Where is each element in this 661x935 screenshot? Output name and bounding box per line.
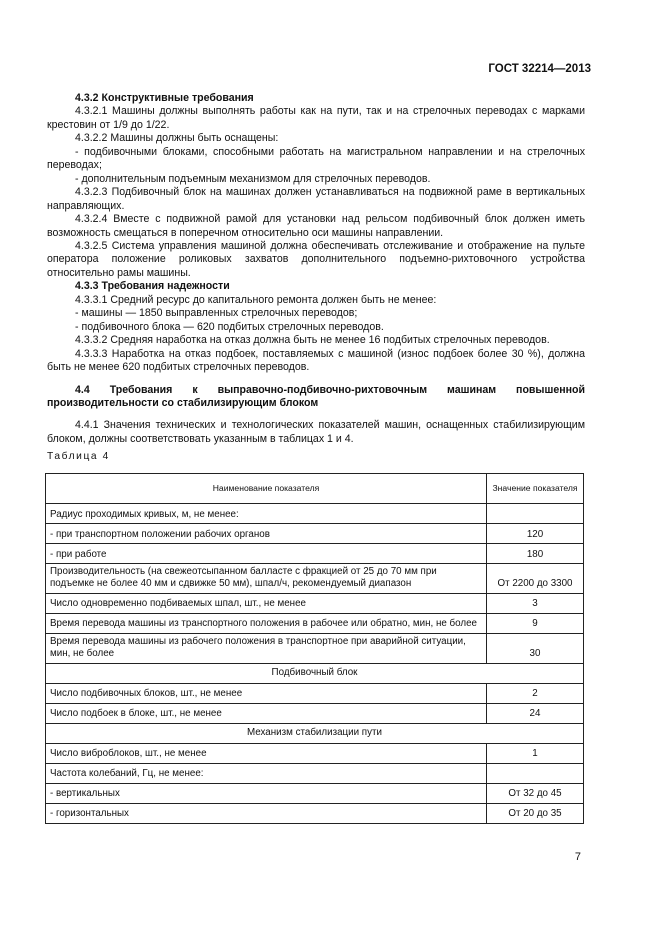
paragraph: 4.3.3.1 Средний ресурс до капитального ремонта должен быть не менее: xyxy=(75,293,437,306)
section-heading: 4.3.3 Требования надежности xyxy=(75,280,230,293)
row-value xyxy=(487,763,584,783)
table-row xyxy=(46,763,584,783)
row-value: 3 xyxy=(487,593,584,613)
section-heading: 4.3.2 Конструктивные требования xyxy=(75,92,254,104)
table-row xyxy=(46,593,584,613)
table-row xyxy=(46,803,584,823)
row-name: - при работе xyxy=(46,544,487,564)
table-caption: Таблица 4 xyxy=(47,451,110,462)
paragraph: 4.3.2.1 Машины должны выполнять работы как на пути, так и на стрелочных переводах с марками крестовин от 1/9 до 1/22. xyxy=(47,105,585,131)
row-name: - при транспортном положении рабочих органов xyxy=(46,524,487,544)
list-item: - машины — 1850 выправленных стрелочных переводов; xyxy=(75,307,358,320)
paragraph: 4.3.3.3 Наработка на отказ подбоек, поставляемых с машиной (износ подбоек более 30 %), должна быть не менее 620 подбитых стрелочных переводов. xyxy=(47,347,585,374)
paragraph: 4.3.2.5 Система управления машиной должна обеспечивать отслеживание и отображение на пульте оператора положение роликовых захватов дополнительного подъемно-рихтовочного устройства относительно рамы машины. xyxy=(47,239,585,279)
table-row xyxy=(46,613,584,633)
table-row xyxy=(46,633,584,663)
list-item: - подбивочного блока — 620 подбитых стрелочных переводов. xyxy=(75,320,384,333)
table-row xyxy=(46,544,584,564)
row-name: - горизонтальных xyxy=(46,803,487,823)
list-item: - подбивочными блоками, способными работать на магистральном направлении и на стрелочных переводах; xyxy=(47,145,585,172)
spec-table xyxy=(45,473,584,824)
row-value: 24 xyxy=(487,703,584,723)
paragraph: 4.3.2.3 Подбивочный блок на машинах должен устанавливаться на подвижной раме в вертикальных направляющих. xyxy=(47,186,585,212)
row-value: От 2200 до 3300 xyxy=(487,564,584,594)
row-value: 120 xyxy=(487,524,584,544)
row-name: Число подбивочных блоков, шт., не менее xyxy=(46,683,487,703)
table-row xyxy=(46,524,584,544)
column-header-name: Наименование показателя xyxy=(46,474,487,504)
row-value: 1 xyxy=(487,743,584,763)
standard-code: ГОСТ 32214—2013 xyxy=(488,63,591,75)
table-row xyxy=(46,504,584,524)
row-value: 2 xyxy=(487,683,584,703)
row-name: Время перевода машины из транспортного положения в рабочее или обратно, мин, не более xyxy=(46,613,487,633)
section-heading: 4.4 Требования к выправочно-подбивочно-рихтовочным машинам повышенной производительности со стабилизирующим блоком xyxy=(47,383,585,409)
row-value: 30 xyxy=(487,633,584,663)
paragraph: 4.3.2.2 Машины должны быть оснащены: xyxy=(75,132,279,145)
section-title-stabilizer: Механизм стабилизации пути xyxy=(46,723,584,743)
table-row xyxy=(46,564,584,594)
column-header-value: Значение показателя xyxy=(487,474,584,504)
row-name: Производительность (на свежеотсыпанном балласте с фракцией от 25 до 70 мм при подъемке не более 40 мм и сдвижке 50 мм), шпал/ч, рекомендуемый диапазон xyxy=(46,564,487,594)
row-name: Время перевода машины из рабочего положения в транспортное при аварийной ситуации, мин, не более xyxy=(46,633,487,663)
row-name: Число подбоек в блоке, шт., не менее xyxy=(46,703,487,723)
paragraph: 4.3.2.4 Вместе с подвижной рамой для установки над рельсом подбивочный блок должен иметь возможность смещаться в поперечном относительно оси машины направлении. xyxy=(47,213,585,239)
row-name: Радиус проходимых кривых, м, не менее: xyxy=(46,504,487,524)
row-name: Число одновременно подбиваемых шпал, шт., не менее xyxy=(46,593,487,613)
table-section-row xyxy=(46,663,584,683)
table-row xyxy=(46,683,584,703)
document-body xyxy=(47,92,585,446)
row-name: Частота колебаний, Гц, не менее: xyxy=(46,763,487,783)
page-number: 7 xyxy=(574,851,581,863)
table-section-row xyxy=(46,723,584,743)
row-value: 180 xyxy=(487,544,584,564)
row-value xyxy=(487,504,584,524)
table-row xyxy=(46,743,584,763)
row-name: - вертикальных xyxy=(46,783,487,803)
table-row xyxy=(46,783,584,803)
row-value: От 20 до 35 xyxy=(487,803,584,823)
section-title-tamping: Подбивочный блок xyxy=(46,663,584,683)
paragraph: 4.3.3.2 Средняя наработка на отказ должна быть не менее 16 подбитых стрелочных переводов. xyxy=(75,334,550,347)
row-name: Число виброблоков, шт., не менее xyxy=(46,743,487,763)
row-value: 9 xyxy=(487,613,584,633)
paragraph: 4.4.1 Значения технических и технологических показателей машин, оснащенных стабилизирующим блоком, должны соответствовать указанным в таблицах 1 и 4. xyxy=(47,419,585,445)
table-row xyxy=(46,703,584,723)
table-header-row xyxy=(46,474,584,504)
row-value: От 32 до 45 xyxy=(487,783,584,803)
list-item: - дополнительным подъемным механизмом для стрелочных переводов. xyxy=(75,172,431,185)
